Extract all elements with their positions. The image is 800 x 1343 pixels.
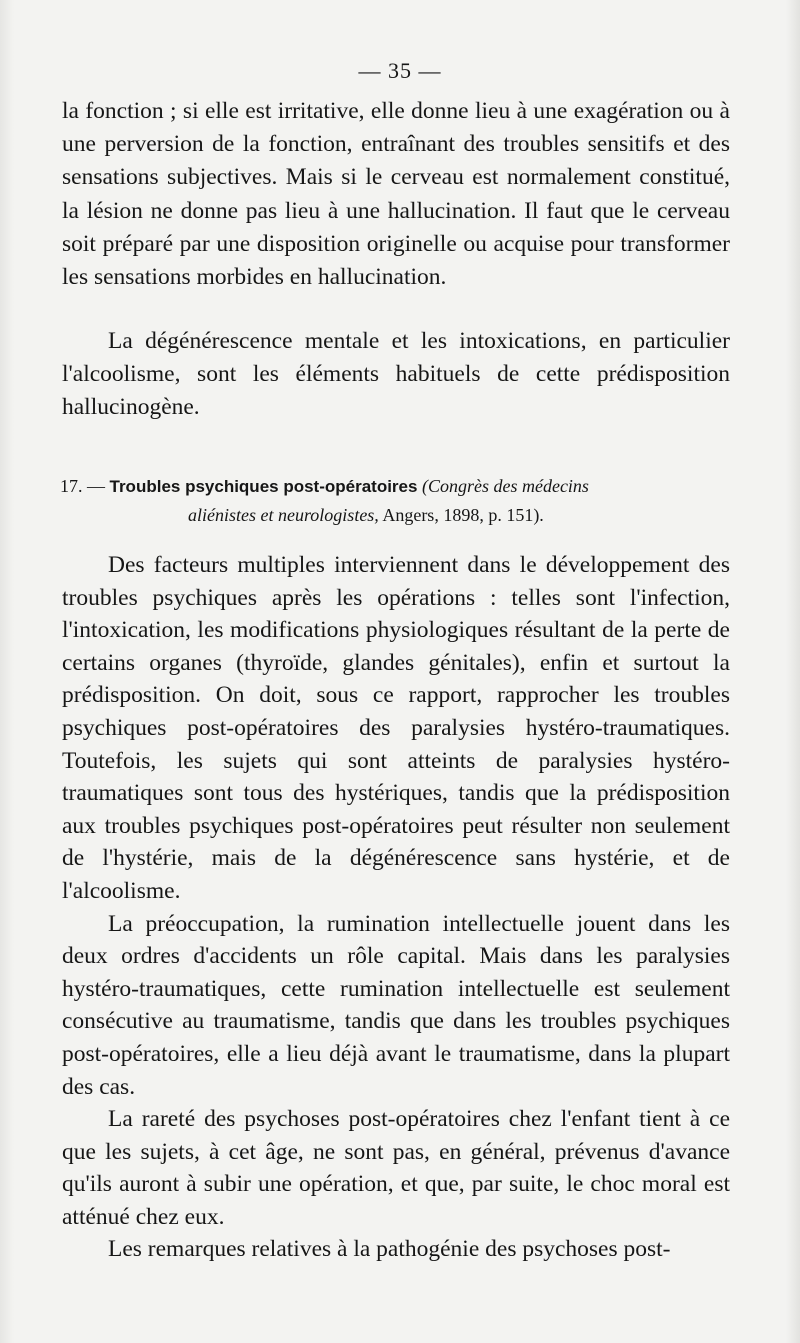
reference-line2 [60,501,740,529]
reference-number: 17. — [60,476,105,496]
paragraph: Des facteurs multiples interviennent dans le développement des troubles psychiques après les opérations : telles sont l'infection, l'intoxication, les modifications physiologiques résultant de la perte de certains organes (thyroïde, glandes génitales), enfin et surtout la prédisposition. On doit, sous ce rapport, rapprocher les troubles psychiques post-opératoires des paralysies hystéro-traumatiques. Toutefois, les sujets qui sont atteints de paralysies hystéro-traumatiques sont tous des hystériques, tandis que la prédisposition aux troubles psychiques post-opératoires peut résulter non seulement de l'hystérie, mais de la dégénérescence sans hystérie, et de l'alcoolisme. [62,552,730,904]
paragraph: la fonction ; si elle est irritative, elle donne lieu à une exagération ou à une perversion de la fonction, entraînant des troubles sensitifs et des sensations subjectives. Mais si le cerveau est normalement constitué, la lésion ne donne pas lieu à une hallucination. Il faut que le cerveau soit préparé par une disposition originelle ou acquise pour transformer les sensations morbides en hallucination. [62,98,730,291]
reference-source-part1: (Congrès des médecins [421,476,589,496]
paragraph-continuation [62,95,730,294]
article-body [62,549,730,1266]
paragraph: La préoccupation, la rumination intellectuelle jouent dans les deux ordres d'accidents un rôle capital. Mais dans les paralysies hystéro-traumatiques, cette rumination intellectuelle est seulement consécutive au traumatisme, tandis que dans les troubles psychiques post-opératoires, elle a lieu déjà avant le traumatisme, dans la plupart des cas. [62,910,730,1100]
bibliographic-reference [60,472,740,529]
paragraph-predisposition [62,325,730,425]
paragraph: La rareté des psychoses post-opératoires chez l'enfant tient à ce que les sujets, à cet âge, ne sont pas, en général, prévenus d'avance qu'ils auront à subir une opération, et que, par suite, le choc moral est atténué chez eux. [62,1106,730,1230]
paragraph: Les remarques relatives à la pathogénie des psychoses post- [108,1236,671,1263]
paragraph: La dégénérescence mentale et les intoxications, en particulier l'alcoolisme, sont les éléments habituels de cette prédisposition hallucinogène. [62,328,730,421]
reference-source-part2: aliénistes et neurologistes, [188,505,379,525]
page-number: — 35 — [358,58,442,83]
reference-title: Troubles psychiques post-opératoires [109,477,418,496]
reference-details: Angers, 1898, p. 151). [382,505,544,525]
